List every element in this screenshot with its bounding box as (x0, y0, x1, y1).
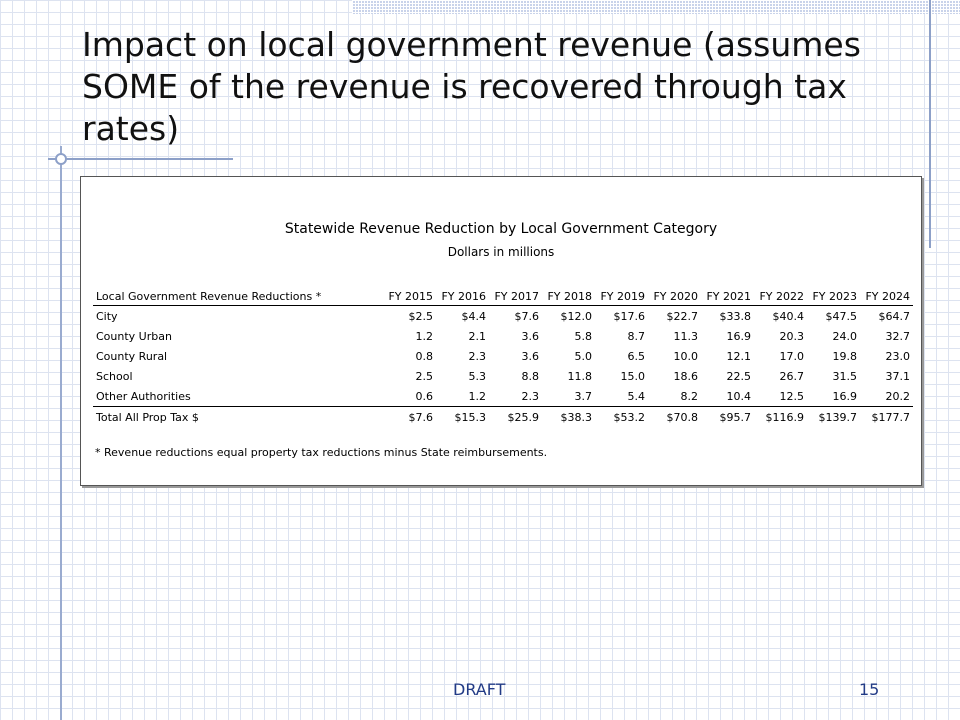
decorative-vertical-line (929, 0, 931, 248)
row-label: School (96, 369, 133, 383)
table-cell: 5.3 (468, 369, 486, 383)
column-header: FY 2017 (489, 288, 542, 306)
column-header: FY 2015 (383, 288, 436, 306)
table-row (93, 386, 913, 407)
table-cell: 12.5 (779, 389, 804, 403)
table-title: Statewide Revenue Reduction by Local Government Category (284, 221, 718, 237)
table-cell: 19.8 (832, 349, 857, 363)
table-cell: 1.2 (415, 329, 433, 343)
table-cell: $95.7 (701, 407, 754, 428)
table-cell: 23.0 (885, 349, 910, 363)
table-cell: $7.6 (383, 407, 436, 428)
table-cell: 10.0 (673, 349, 698, 363)
column-header: Local Government Revenue Reductions * (93, 288, 383, 306)
table-cell: 1.2 (468, 389, 486, 403)
column-header: FY 2016 (436, 288, 489, 306)
table-cell: 3.6 (521, 329, 539, 343)
table-cell: 11.8 (567, 369, 592, 383)
table-cell: 8.8 (521, 369, 539, 383)
table-cell: 8.2 (680, 389, 698, 403)
table-cell: $38.3 (542, 407, 595, 428)
decorative-top-band (352, 0, 960, 14)
table-cell: $22.7 (666, 309, 698, 323)
table-cell: 3.7 (574, 389, 592, 403)
slide-title: Impact on local government revenue (assumes SOME of the revenue is recovered through tax rates) (82, 25, 861, 148)
table-cell: 2.1 (468, 329, 486, 343)
table-cell: $139.7 (807, 407, 860, 428)
table-subtitle: Dollars in millions (447, 245, 555, 259)
table-cell: $25.9 (489, 407, 542, 428)
table-cell: 24.0 (832, 329, 857, 343)
decorative-circle (55, 153, 67, 165)
decorative-horizontal-line (48, 158, 233, 160)
column-header: FY 2019 (595, 288, 648, 306)
table-cell: 37.1 (885, 369, 910, 383)
table-cell: 32.7 (885, 329, 910, 343)
table-cell: 16.9 (832, 389, 857, 403)
table-cell: $15.3 (436, 407, 489, 428)
row-label: Other Authorities (96, 389, 191, 403)
row-label: City (96, 309, 118, 323)
column-header: FY 2020 (648, 288, 701, 306)
table-cell: 5.0 (574, 349, 592, 363)
table-cell: $116.9 (754, 407, 807, 428)
table-cell: $53.2 (595, 407, 648, 428)
table-cell: 0.6 (415, 389, 433, 403)
row-label: County Rural (96, 349, 168, 363)
table-cell: $2.5 (408, 309, 433, 323)
column-header: FY 2018 (542, 288, 595, 306)
table-cell: 8.7 (627, 329, 645, 343)
table-cell: 5.4 (627, 389, 645, 403)
table-row (93, 306, 913, 327)
table-cell: 0.8 (415, 349, 433, 363)
table-cell: $17.6 (613, 309, 645, 323)
table-cell: 17.0 (779, 349, 804, 363)
table-cell: $177.7 (860, 407, 913, 428)
table-cell: 2.3 (468, 349, 486, 363)
table-cell: $70.8 (648, 407, 701, 428)
table-cell: 11.3 (673, 329, 698, 343)
page-number: 15 (859, 680, 880, 699)
table-cell: 20.3 (779, 329, 804, 343)
table-cell: 15.0 (620, 369, 645, 383)
table-cell: 20.2 (885, 389, 910, 403)
table-cell: 5.8 (574, 329, 592, 343)
decorative-left-line (60, 146, 62, 720)
table-cell: $47.5 (825, 309, 857, 323)
column-header: FY 2024 (860, 288, 913, 306)
table-cell: 12.1 (726, 349, 751, 363)
column-header: FY 2021 (701, 288, 754, 306)
table-row (93, 326, 913, 346)
table-header-row (93, 288, 913, 306)
table-cell: $12.0 (560, 309, 592, 323)
table-cell: 18.6 (673, 369, 698, 383)
table-cell: $64.7 (878, 309, 910, 323)
total-row (93, 407, 913, 428)
table-cell: 3.6 (521, 349, 539, 363)
table-row (93, 366, 913, 386)
table-cell: 6.5 (627, 349, 645, 363)
footer-draft-label: DRAFT (453, 680, 506, 699)
table-cell: 10.4 (726, 389, 751, 403)
column-header: FY 2022 (754, 288, 807, 306)
table-figure (80, 176, 922, 486)
row-label: County Urban (96, 329, 172, 343)
table-footnote: * Revenue reductions equal property tax reductions minus State reimbursements. (95, 446, 548, 459)
table-cell: $4.4 (461, 309, 486, 323)
table-cell: 31.5 (832, 369, 857, 383)
revenue-reduction-table (93, 288, 913, 427)
row-label: Total All Prop Tax $ (93, 407, 383, 428)
table-cell: $40.4 (772, 309, 804, 323)
table-cell: 2.3 (521, 389, 539, 403)
table-cell: 2.5 (415, 369, 433, 383)
table-cell: 26.7 (779, 369, 804, 383)
column-header: FY 2023 (807, 288, 860, 306)
table-cell: $33.8 (719, 309, 751, 323)
table-cell: $7.6 (514, 309, 539, 323)
table-cell: 16.9 (726, 329, 751, 343)
table-row (93, 346, 913, 366)
table-cell: 22.5 (726, 369, 751, 383)
